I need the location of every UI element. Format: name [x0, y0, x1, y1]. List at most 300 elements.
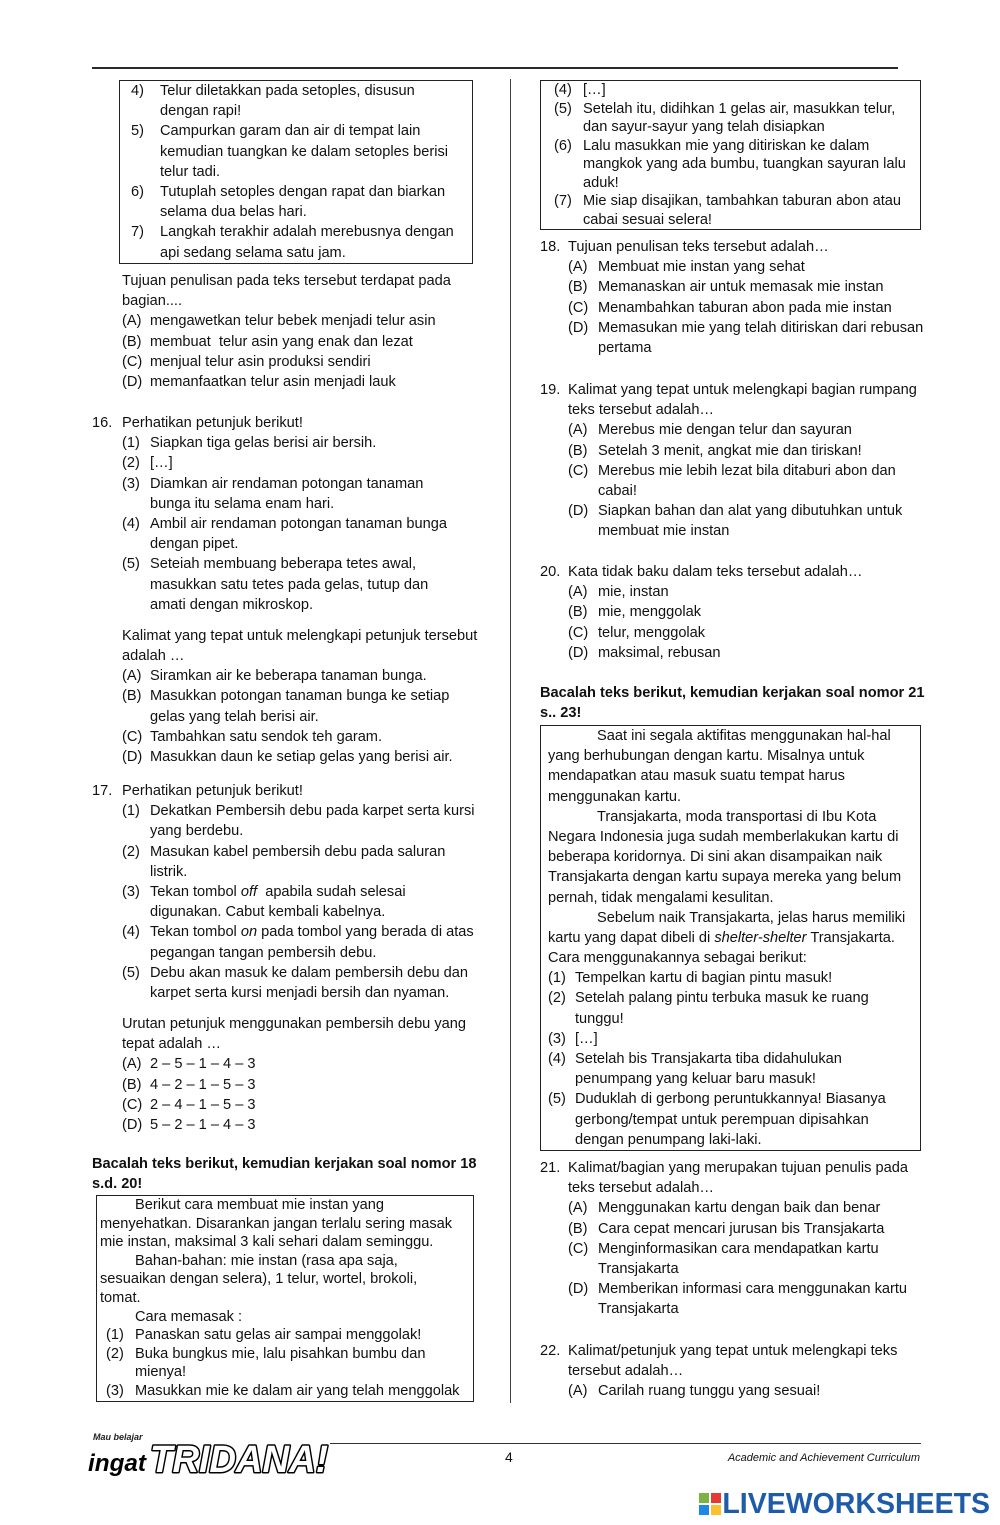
instruction-steps — [92, 433, 477, 615]
text-line: Langkah terakhir adalah merebusnya dengan — [160, 224, 454, 241]
option-label: (D) — [568, 644, 589, 661]
step-3 — [92, 882, 474, 922]
footer-rule — [330, 1443, 921, 1444]
text-line: Cara menggunakannya sebagai berikut: — [548, 950, 807, 967]
option-label: (B) — [568, 604, 588, 621]
step-label: (6) — [554, 137, 572, 154]
option-d — [92, 1115, 474, 1135]
text-line: Campurkan garam dan air di tempat lain — [160, 123, 421, 140]
option-label: (C) — [122, 353, 143, 370]
option-label: (C) — [122, 1096, 143, 1113]
text-line: gerbong/tempat untuk perempuan dipisahkan — [575, 1111, 869, 1128]
instruction-text — [540, 683, 924, 723]
option-c — [540, 1239, 908, 1279]
text-line: Tujuan penulisan pada teks tersebut terdapat pada — [122, 273, 451, 289]
option-text — [598, 623, 862, 643]
step-text — [150, 433, 477, 453]
text-line: Tambahkan satu sendok teh garam. — [150, 728, 383, 745]
text-line: cabai! — [598, 482, 637, 499]
option-d — [540, 643, 862, 663]
step-text — [583, 192, 920, 229]
question-number: 16. — [92, 415, 113, 431]
option-text — [150, 311, 451, 331]
option-label: (D) — [122, 749, 143, 765]
answer-options — [540, 420, 917, 541]
text-line: Berikut cara membuat mie instan yang — [135, 1197, 385, 1213]
option-d — [540, 501, 917, 541]
step-5 — [92, 554, 477, 615]
step-2 — [92, 453, 477, 473]
text-line: menggunakan kartu. — [548, 788, 682, 805]
text-line: Diamkan air rendaman potongan tanaman — [150, 475, 424, 492]
text-line: menyehatkan. Disarankan jangan terlalu sering masak — [100, 1215, 453, 1232]
step-text — [583, 81, 920, 100]
step-label: 7) — [131, 224, 144, 241]
option-text — [150, 352, 451, 372]
top-rule — [92, 67, 898, 69]
question-stem — [92, 271, 451, 311]
text-line: Kalimat yang tepat untuk melengkapi bagian rumpang — [568, 382, 917, 398]
option-b — [540, 602, 862, 622]
option-a — [92, 311, 451, 331]
option-text — [598, 277, 923, 297]
text-line: Kalimat yang tepat untuk melengkapi petunjuk tersebut — [122, 627, 478, 644]
text-line: Bahan-bahan: mie instan (rasa apa saja, — [135, 1252, 398, 1269]
passage-step-label: (1) — [106, 1327, 124, 1344]
step-text — [160, 222, 472, 262]
step-6 — [120, 182, 472, 222]
text-line: Transjakarta — [598, 1260, 679, 1277]
step-text — [160, 121, 472, 182]
text-line: amati dengan mikroskop. — [150, 596, 314, 613]
passage-step-label: (2) — [106, 1345, 124, 1362]
text-line: telur, menggolak — [598, 624, 706, 641]
text-line: memanfaatkan telur asin menjadi lauk — [150, 373, 396, 390]
text-line: Bacalah teks berikut, kemudian kerjakan soal nomor 21 — [540, 685, 925, 701]
step-label: (4) — [122, 515, 140, 532]
option-label: (B) — [568, 442, 588, 459]
text-line: sesuaikan dengan selera), 1 telur, wortel, brokoli, — [100, 1271, 418, 1288]
option-b — [540, 1219, 908, 1239]
text-line: mie instan, maksimal 3 kali sehari dalam seminggu. — [100, 1234, 434, 1251]
text-line: membuat telur asin yang enak dan lezat — [150, 333, 413, 350]
step-label: (4) — [554, 82, 572, 98]
step-3 — [92, 474, 477, 514]
step-4 — [92, 514, 477, 554]
text-line: Setelah palang pintu terbuka masuk ke ruang — [575, 990, 869, 1007]
text-segment: apabila sudah selesai — [257, 883, 406, 900]
text-line: bunga itu selama enam hari. — [150, 495, 335, 512]
option-label: (C) — [122, 728, 143, 745]
step-4 — [120, 81, 472, 121]
text-line: Bacalah teks berikut, kemudian kerjakan soal nomor 18 — [92, 1156, 477, 1172]
text-line: pertama — [598, 339, 652, 356]
text-line: Merebus mie dengan telur dan sayuran — [598, 422, 852, 439]
option-a — [540, 1381, 897, 1401]
question-number: 20. — [540, 564, 561, 580]
passage-step-text — [575, 1049, 920, 1089]
reading-instruction-18-20 — [92, 1154, 476, 1194]
text-line: telur tadi. — [160, 163, 221, 180]
option-text — [598, 643, 862, 663]
instruction-text — [92, 1154, 476, 1194]
option-c — [540, 461, 917, 501]
question-text — [122, 781, 474, 801]
text-line: Transjakarta dengan kartu supaya mereka yang belum — [548, 869, 902, 886]
question-prompt — [122, 1014, 474, 1054]
option-label: (C) — [568, 299, 589, 316]
step-6 — [541, 137, 920, 193]
passage-step-text — [575, 968, 920, 988]
passage-paragraph — [97, 1308, 473, 1327]
question-number: 17. — [92, 783, 113, 799]
option-label: (C) — [568, 1240, 589, 1257]
passage-step-5 — [541, 1089, 920, 1150]
option-d — [540, 1279, 908, 1319]
step-label: (7) — [554, 193, 572, 209]
step-text — [150, 963, 474, 1003]
step-label: (4) — [122, 924, 140, 941]
question-21 — [540, 1158, 908, 1320]
passage-step-4 — [541, 1049, 920, 1089]
noodle-steps-box — [540, 80, 921, 230]
step-label: 6) — [131, 183, 144, 200]
text-line: karpet serta kursi menjadi bersih dan nyaman. — [150, 984, 450, 1001]
option-b — [92, 686, 477, 726]
text-segment: kartu yang dapat dibeli di — [548, 929, 715, 946]
text-line: membuat mie instan — [598, 523, 730, 540]
option-text — [150, 1054, 474, 1074]
text-line: Cara memasak : — [135, 1308, 243, 1325]
text-line: mie, menggolak — [598, 604, 702, 621]
text-line: Negara Indonesia juga sudah memberlakukan kartu di — [548, 828, 899, 845]
text-line: tepat adalah … — [122, 1036, 221, 1053]
text-line: Menambahkan taburan abon pada mie instan — [598, 299, 892, 316]
text-line: mienya! — [135, 1364, 187, 1381]
liveworksheets-logo-icon — [699, 1493, 721, 1515]
text-line: Buka bungkus mie, lalu pisahkan bumbu dan — [135, 1345, 426, 1362]
question-stem — [540, 1158, 908, 1198]
question-16 — [92, 413, 477, 767]
text-line: 2 – 5 – 1 – 4 – 3 — [150, 1056, 256, 1073]
passage-step-3 — [541, 1029, 920, 1049]
liveworksheets-watermark[interactable]: LIVEWORKSHEETS — [722, 1488, 990, 1520]
passage-step-text — [135, 1382, 473, 1401]
step-4 — [541, 81, 920, 100]
answer-options — [92, 666, 477, 767]
brand-name: TRIDANA! — [150, 1439, 328, 1480]
column-divider — [510, 79, 511, 1403]
step-text — [160, 81, 472, 121]
option-label: (C) — [568, 624, 589, 641]
step-2 — [92, 842, 474, 882]
option-text — [598, 1381, 897, 1401]
option-label: (B) — [568, 1220, 588, 1237]
text-line: tomat. — [100, 1289, 141, 1306]
passage-step-label: (2) — [548, 990, 566, 1007]
text-line: Duduklah di gerbong peruntukkannya! Biasanya — [575, 1091, 886, 1108]
option-label: (A) — [568, 1200, 588, 1217]
option-a — [540, 257, 923, 277]
option-text — [150, 1115, 474, 1135]
option-text — [598, 441, 917, 461]
step-5 — [92, 963, 474, 1003]
italic-term: off — [240, 883, 258, 900]
step-text — [150, 514, 477, 554]
text-line: Mie siap disajikan, tambahkan taburan abon atau — [583, 193, 902, 209]
passage-step-text — [575, 988, 920, 1028]
text-line: menjual telur asin produksi sendiri — [150, 353, 371, 370]
step-1 — [92, 433, 477, 453]
option-text — [598, 602, 862, 622]
question-stem — [92, 413, 477, 433]
step-text — [150, 801, 474, 841]
text-line: Masukkan daun ke setiap gelas yang berisi air. — [150, 749, 453, 765]
italic-term: shelter-shelter — [714, 929, 807, 946]
option-c — [92, 352, 451, 372]
egg-steps-box — [119, 80, 473, 264]
text-line — [150, 922, 474, 942]
question-stem — [540, 562, 862, 582]
text-line: masukkan satu tetes pada gelas, tutup dan — [150, 576, 429, 593]
option-label: (A) — [568, 1383, 588, 1400]
option-d — [92, 747, 477, 767]
transjakarta-passage — [540, 725, 921, 1151]
question-19 — [540, 380, 917, 542]
text-line: beberapa koridornya. Di sini akan disampaikan naik — [548, 849, 883, 866]
step-label: 4) — [131, 83, 144, 99]
text-line: Tempelkan kartu di bagian pintu masuk! — [575, 970, 833, 987]
text-line: dan sayur-sayur yang telah disiapkan — [583, 119, 825, 135]
option-text — [150, 372, 451, 392]
question-number: 18. — [540, 239, 561, 255]
text-line: dengan rapi! — [160, 103, 242, 120]
text-line: 2 – 4 – 1 – 5 – 3 — [150, 1096, 256, 1113]
option-label: (D) — [568, 319, 589, 336]
text-line: Cara cepat mencari jurusan bis Transjakarta — [598, 1220, 885, 1237]
option-label: (A) — [568, 422, 588, 439]
curriculum-label: Academic and Achievement Curriculum — [727, 1452, 920, 1464]
option-d — [92, 372, 451, 392]
brand-word: ingat — [88, 1450, 148, 1477]
option-label: (A) — [568, 259, 588, 276]
text-line: mengawetkan telur bebek menjadi telur asin — [150, 313, 436, 330]
text-line: Panaskan satu gelas air sampai menggolak! — [135, 1327, 422, 1344]
option-a — [540, 420, 917, 440]
step-text — [150, 882, 474, 922]
step-label: (1) — [122, 435, 140, 452]
option-d — [540, 318, 923, 358]
passage-step-text — [135, 1345, 473, 1382]
text-line: Telur diletakkan pada setoples, disusun — [160, 83, 415, 99]
option-label: (A) — [568, 584, 588, 601]
question-number: 22. — [540, 1343, 561, 1359]
text-line: kemudian tuangkan ke dalam setoples berisi — [160, 143, 448, 160]
question-number: 19. — [540, 382, 561, 398]
step-5 — [120, 121, 472, 182]
text-segment: Transjakarta. — [806, 929, 895, 946]
passage-paragraph — [541, 908, 920, 969]
option-c — [540, 623, 862, 643]
option-text — [598, 1279, 908, 1319]
text-line: yang berhubungan dengan kartu. Misalnya untuk — [548, 748, 865, 765]
question-text — [568, 1341, 897, 1381]
text-line — [150, 882, 474, 902]
answer-options — [540, 257, 923, 358]
option-text — [150, 686, 477, 726]
text-line: Kata tidak baku dalam teks tersebut adalah… — [568, 564, 863, 580]
text-line: Memasukan mie yang telah ditiriskan dari rebusan — [598, 319, 924, 336]
passage-step-2 — [541, 988, 920, 1028]
step-7 — [120, 222, 472, 262]
text-line: Kalimat/petunjuk yang tepat untuk melengkapi teks — [568, 1343, 898, 1359]
option-label: (D) — [122, 373, 143, 390]
text-line: Carilah ruang tunggu yang sesuai! — [598, 1383, 821, 1400]
passage-step-label: (1) — [548, 970, 566, 987]
option-b — [92, 1075, 474, 1095]
text-segment: pada tombol yang berada di atas — [257, 924, 474, 941]
passage-step-text — [135, 1326, 473, 1345]
text-line: 4 – 2 – 1 – 5 – 3 — [150, 1076, 256, 1093]
text-line: Menggunakan kartu dengan baik dan benar — [598, 1200, 881, 1217]
question-text — [122, 271, 451, 311]
passage-paragraph — [97, 1196, 473, 1252]
step-label: (3) — [122, 475, 140, 492]
text-line: cabai sesuai selera! — [583, 211, 712, 228]
option-a — [92, 1054, 474, 1074]
option-text — [150, 1095, 474, 1115]
passage-paragraph — [541, 807, 920, 908]
text-line: Memanaskan air untuk memasak mie instan — [598, 279, 884, 296]
option-a — [540, 582, 862, 602]
option-text — [598, 1198, 908, 1218]
passage-step-2 — [97, 1345, 473, 1382]
text-line: Tujuan penulisan teks tersebut adalah… — [568, 239, 829, 255]
question-18 — [540, 237, 923, 358]
text-line: Transjakarta — [598, 1301, 679, 1318]
question-20 — [540, 562, 862, 663]
step-label: 5) — [131, 123, 144, 140]
question-text — [568, 562, 862, 582]
step-label: (5) — [122, 556, 140, 573]
text-line: Membuat mie instan yang sehat — [598, 259, 805, 276]
text-line: aduk! — [583, 174, 619, 191]
question-stem — [540, 1341, 897, 1381]
step-text — [150, 842, 474, 882]
text-line: s.d. 20! — [92, 1176, 143, 1193]
step-label: (5) — [554, 100, 572, 117]
question-text — [568, 237, 923, 257]
tridana-logo — [86, 1428, 336, 1480]
option-label: (D) — [568, 503, 589, 520]
text-line: Setelah bis Transjakarta tiba didahulukan — [575, 1051, 842, 1067]
option-c — [92, 1095, 474, 1115]
option-b — [540, 277, 923, 297]
text-line: Siapkan bahan dan alat yang dibutuhkan untuk — [598, 503, 903, 520]
option-label: (C) — [568, 462, 589, 479]
text-line: teks tersebut adalah… — [568, 402, 715, 419]
answer-options — [540, 1198, 908, 1319]
step-5 — [541, 100, 920, 137]
passage-step-1 — [97, 1326, 473, 1345]
text-line: selama dua belas hari. — [160, 204, 307, 221]
option-label: (A) — [122, 1056, 142, 1073]
option-text — [598, 501, 917, 541]
text-line: Masukan kabel pembersih debu pada saluran — [150, 843, 446, 860]
question-15 — [92, 271, 451, 392]
option-text — [598, 582, 862, 602]
text-line: mendapatkan atau masuk suatu tempat harus — [548, 768, 845, 785]
text-line: mangkok yang ada bumbu, tuangkan sayuran lalu — [583, 156, 906, 172]
question-text — [122, 413, 477, 433]
step-7 — [541, 192, 920, 229]
step-label: (2) — [122, 455, 140, 472]
text-line: maksimal, rebusan — [598, 644, 721, 661]
text-line: Transjakarta, moda transportasi di Ibu Kota — [597, 808, 877, 825]
text-line: dengan pipet. — [150, 536, 239, 553]
question-prompt — [122, 626, 477, 666]
text-line: Perhatikan petunjuk berikut! — [122, 783, 303, 799]
text-segment: Tekan tombol — [150, 924, 241, 941]
text-line: gelas yang telah berisi air. — [150, 708, 319, 725]
text-line: Saat ini segala aktifitas menggunakan hal-hal — [597, 728, 891, 744]
answer-options — [92, 311, 451, 392]
text-line: pegangan tangan pembersih debu. — [150, 944, 377, 961]
answer-options — [540, 1381, 897, 1401]
text-line: teks tersebut adalah… — [568, 1180, 715, 1197]
text-line: Dekatkan Pembersih debu pada karpet serta kursi — [150, 803, 475, 820]
text-line: Memberikan informasi cara menggunakan kartu — [598, 1281, 908, 1298]
text-line: 5 – 2 – 1 – 4 – 3 — [150, 1117, 256, 1133]
text-line: s.. 23! — [540, 705, 582, 722]
text-line: Urutan petunjuk menggunakan pembersih debu yang — [122, 1016, 467, 1033]
question-17 — [92, 781, 474, 1135]
step-text — [150, 474, 477, 514]
text-line — [541, 928, 920, 948]
text-line: Seteiah membuang beberapa tetes awal, — [150, 556, 417, 573]
text-line: Siapkan tiga gelas berisi air bersih. — [150, 435, 377, 452]
option-label: (D) — [122, 1117, 143, 1133]
step-text — [583, 100, 920, 137]
text-line: Merebus mie lebih lezat bila ditaburi abon dan — [598, 462, 896, 479]
text-line: api sedang selama satu jam. — [160, 244, 346, 261]
step-label: (3) — [122, 883, 140, 900]
option-text — [598, 298, 923, 318]
question-stem — [540, 380, 917, 420]
passage-step-label: (5) — [548, 1091, 566, 1108]
option-a — [540, 1198, 908, 1218]
page-number: 4 — [505, 1449, 513, 1465]
passage-step-3 — [97, 1382, 473, 1401]
text-line: dengan penumpang laki-laki. — [575, 1131, 762, 1148]
text-line: tunggu! — [575, 1010, 624, 1027]
step-label: (5) — [122, 964, 140, 981]
option-text — [150, 666, 477, 686]
option-text — [598, 1239, 908, 1279]
option-text — [150, 1075, 474, 1095]
option-c — [92, 727, 477, 747]
noodle-recipe-passage — [96, 1195, 474, 1402]
option-c — [540, 298, 923, 318]
text-line: penumpang yang keluar baru masuk! — [575, 1071, 816, 1088]
step-text — [583, 137, 920, 193]
italic-term: on — [240, 924, 258, 941]
step-text — [150, 453, 477, 473]
text-segment: Tekan tombol — [150, 883, 241, 900]
option-label: (B) — [122, 333, 142, 350]
answer-options — [540, 582, 862, 663]
option-text — [150, 332, 451, 352]
